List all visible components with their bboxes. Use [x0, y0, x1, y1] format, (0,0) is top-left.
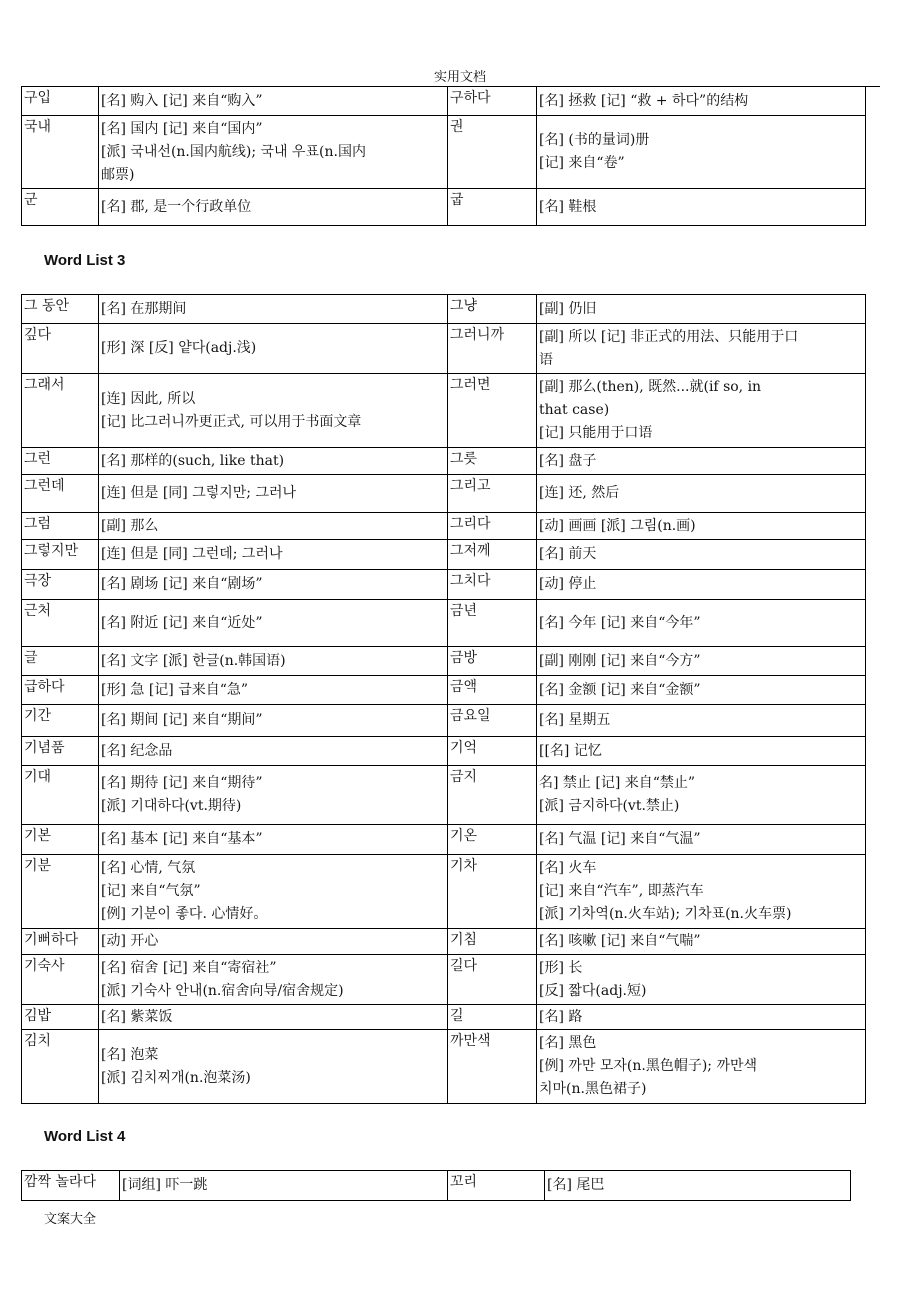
vocab-definition: [537, 737, 866, 766]
definition-line: [形] 深 [反] 얕다(adj.浅): [101, 340, 257, 356]
vocab-word: 구하다: [448, 87, 537, 116]
definition-line: [反] 짧다(adj.短): [539, 982, 647, 999]
vocab-definition: [537, 855, 866, 929]
vocab-word: 그냥: [448, 295, 537, 324]
definition-line: [动] 开心: [101, 933, 159, 949]
definition-line: that case): [539, 402, 610, 418]
definition-line: [动] 停止: [539, 576, 597, 592]
vocab-definition: [99, 513, 448, 540]
definition-line: [名] 心情, 气氛: [101, 860, 196, 876]
table-row: [22, 570, 866, 600]
table-row: [22, 87, 866, 116]
definition-line: [连] 但是 [同] 그런데; 그러나: [101, 546, 283, 562]
definition-line: [连] 但是 [同] 그렇지만; 그러나: [101, 485, 297, 501]
vocab-word: 금지: [448, 766, 537, 825]
table-row: [22, 929, 866, 955]
vocab-word: 그치다: [448, 570, 537, 600]
definition-line: [名] 咳嗽 [记] 来自“气喘”: [539, 933, 701, 949]
vocab-definition: [99, 374, 448, 448]
vocab-definition: [99, 448, 448, 475]
vocab-word: 까만색: [448, 1030, 537, 1104]
definition-line: [派] 기차역(n.火车站); 기차표(n.火车票): [539, 906, 792, 922]
vocab-definition: [537, 374, 866, 448]
vocab-definition: [537, 189, 866, 226]
vocab-definition: [99, 737, 448, 766]
vocab-word: 깊다: [22, 324, 99, 374]
vocab-word: 기침: [448, 929, 537, 955]
definition-line: [名] 剧场 [记] 来自“剧场”: [101, 576, 263, 592]
definition-line: [名] 文字 [派] 한글(n.韩国语): [101, 652, 286, 669]
definition-line: [名] 郡, 是一个行政单位: [101, 198, 252, 215]
vocab-word: 길다: [448, 955, 537, 1005]
definition-line: [形] 长: [539, 959, 583, 976]
vocab-definition: [99, 929, 448, 955]
definition-line: [例] 까만 모자(n.黑色帽子); 까만색: [539, 1058, 758, 1074]
vocab-definition: [99, 540, 448, 570]
section-heading-word-list-4: Word List 4: [44, 1128, 126, 1145]
table-row: [22, 955, 866, 1005]
vocab-definition: [99, 1030, 448, 1104]
table-row: [22, 705, 866, 737]
definition-line: [连] 因此, 所以: [101, 390, 196, 407]
table-row: [22, 1171, 851, 1201]
page-footer: 文案大全: [44, 1212, 97, 1227]
table-row: [22, 737, 866, 766]
definition-line: [名] 金额 [记] 来自“金额”: [539, 681, 701, 698]
definition-line: [副] 所以 [记] 非正式的用法、只能用于口: [539, 328, 799, 345]
vocab-word: 기간: [22, 705, 99, 737]
table-row: [22, 600, 866, 647]
vocab-word: 군: [22, 189, 99, 226]
vocab-word: 그리고: [448, 475, 537, 513]
definition-line: [副] 那么(then), 既然...就(if so, in: [539, 379, 762, 395]
definition-line: [连] 还, 然后: [539, 485, 620, 501]
vocab-definition: [537, 324, 866, 374]
definition-line: [名] 附近 [记] 来自“近处”: [101, 614, 263, 631]
definition-line: [名] 火车: [539, 860, 597, 876]
vocab-definition: [99, 955, 448, 1005]
vocab-definition: [120, 1171, 448, 1201]
definition-line: [名] 今年 [记] 来自“今年”: [539, 614, 701, 631]
vocab-word: 급하다: [22, 676, 99, 705]
definition-line: 邮票): [101, 166, 135, 183]
section-heading-word-list-3: Word List 3: [44, 252, 126, 269]
definition-line: 语: [539, 351, 553, 368]
definition-line: [词组] 吓一跳: [122, 1177, 208, 1193]
vocab-definition: [537, 475, 866, 513]
vocab-definition: [99, 475, 448, 513]
table-row: [22, 540, 866, 570]
vocab-word: 금요일: [448, 705, 537, 737]
definition-line: [名] 拯救 [记] “救 + 하다”的结构: [539, 92, 749, 109]
vocab-definition: [537, 705, 866, 737]
vocab-definition: [99, 324, 448, 374]
vocab-word: 기념품: [22, 737, 99, 766]
definition-line: [名] 紫菜饭: [101, 1008, 173, 1025]
definition-line: [名] 气温 [记] 来自“气温”: [539, 831, 701, 847]
definition-line: [名] 购入 [记] 来自“购入”: [101, 92, 263, 109]
definition-line: [[名] 记忆: [539, 742, 602, 759]
vocab-definition: [537, 513, 866, 540]
vocab-definition: [545, 1171, 851, 1201]
vocab-word: 금방: [448, 647, 537, 676]
table-row: [22, 513, 866, 540]
vocab-table-word-list-4: [21, 1170, 851, 1201]
vocab-word: 그럼: [22, 513, 99, 540]
page-header: 实用文档: [433, 70, 486, 85]
vocab-definition: [537, 116, 866, 189]
definition-line: [名] 路: [539, 1008, 583, 1025]
vocab-definition: [537, 955, 866, 1005]
definition-line: [副] 那么: [101, 517, 159, 534]
vocab-table-word-list-3: [21, 294, 866, 1104]
table-row: [22, 1005, 866, 1030]
definition-line: [名] 黑色: [539, 1035, 597, 1051]
vocab-definition: [99, 116, 448, 189]
vocab-definition: [99, 1005, 448, 1030]
definition-line: [名] 盘子: [539, 452, 597, 469]
definition-line: 치마(n.黑色裙子): [539, 1081, 647, 1097]
vocab-word: 기숙사: [22, 955, 99, 1005]
definition-line: [名] 国内 [记] 来自“国内”: [101, 120, 263, 137]
vocab-definition: [99, 570, 448, 600]
vocab-definition: [99, 87, 448, 116]
definition-line: [记] 只能用于口语: [539, 425, 653, 441]
vocab-definition: [537, 647, 866, 676]
definition-line: [名] 鞋根: [539, 198, 597, 215]
vocab-definition: [99, 600, 448, 647]
vocab-definition: [537, 1030, 866, 1104]
definition-line: [名] 尾巴: [547, 1177, 605, 1193]
definition-line: [形] 急 [记] 급来自“急”: [101, 681, 249, 698]
definition-line: [副] 刚刚 [记] 来自“今方”: [539, 652, 701, 669]
vocab-word: 그리다: [448, 513, 537, 540]
definition-line: [例] 기분이 좋다. 心情好。: [101, 906, 268, 922]
vocab-word: 구입: [22, 87, 99, 116]
vocab-word: 기억: [448, 737, 537, 766]
vocab-definition: [537, 295, 866, 324]
definition-line: [副] 仍旧: [539, 300, 597, 317]
vocab-definition: [99, 855, 448, 929]
table-row: [22, 855, 866, 929]
definition-line: [名] 在那期间: [101, 300, 187, 317]
vocab-word: 김밥: [22, 1005, 99, 1030]
vocab-definition: [99, 825, 448, 855]
definition-line: [名] 期待 [记] 来自“期待”: [101, 775, 263, 791]
definition-line: [动] 画画 [派] 그림(n.画): [539, 517, 696, 534]
definition-line: [记] 来自“卷”: [539, 155, 625, 171]
table-row: [22, 116, 866, 189]
vocab-word: 기차: [448, 855, 537, 929]
definition-line: [派] 국내선(n.国内航线); 국내 우표(n.国内: [101, 143, 366, 160]
table-row: [22, 448, 866, 475]
table-row: [22, 295, 866, 324]
definition-line: [记] 比그러니까更正式, 可以用于书面文章: [101, 413, 362, 430]
vocab-word: 금액: [448, 676, 537, 705]
definition-line: [名] 纪念品: [101, 742, 173, 759]
definition-line: [派] 기대하다(vt.期待): [101, 798, 242, 814]
definition-line: [名] 宿舍 [记] 来自“寄宿社”: [101, 959, 277, 976]
vocab-word: 기뻐하다: [22, 929, 99, 955]
vocab-word: 꼬리: [448, 1171, 545, 1201]
vocab-word: 그 동안: [22, 295, 99, 324]
vocab-definition: [537, 766, 866, 825]
vocab-word: 국내: [22, 116, 99, 189]
vocab-word: 그러면: [448, 374, 537, 448]
vocab-word: 굽: [448, 189, 537, 226]
vocab-word: 극장: [22, 570, 99, 600]
definition-line: [名] 泡菜: [101, 1046, 159, 1063]
definition-line: [名] 星期五: [539, 712, 611, 728]
vocab-word: 그래서: [22, 374, 99, 448]
vocab-definition: [537, 825, 866, 855]
vocab-table-top: [21, 86, 866, 226]
vocab-word: 권: [448, 116, 537, 189]
definition-line: [名] 那样的(such, like that): [101, 452, 285, 469]
vocab-word: 근처: [22, 600, 99, 647]
vocab-word: 그러니까: [448, 324, 537, 374]
table-row: [22, 766, 866, 825]
definition-line: [名] (书的量词)册: [539, 132, 650, 148]
vocab-word: 글: [22, 647, 99, 676]
vocab-word: 김치: [22, 1030, 99, 1104]
definition-line: [派] 금지하다(vt.禁止): [539, 798, 680, 814]
vocab-word: 기온: [448, 825, 537, 855]
table-row: [22, 647, 866, 676]
definition-line: [派] 김치찌개(n.泡菜汤): [101, 1069, 251, 1086]
vocab-definition: [537, 600, 866, 647]
vocab-definition: [99, 295, 448, 324]
table-row: [22, 189, 866, 226]
vocab-word: 그런데: [22, 475, 99, 513]
vocab-definition: [537, 929, 866, 955]
definition-line: [名] 基本 [记] 来自“基本”: [101, 831, 263, 847]
table-row: [22, 374, 866, 448]
vocab-word: 그릇: [448, 448, 537, 475]
definition-line: [派] 기숙사 안내(n.宿舍向导/宿舍规定): [101, 982, 344, 999]
table-row: [22, 475, 866, 513]
vocab-definition: [537, 448, 866, 475]
definition-line: [记] 来自“汽车”, 即蒸汽车: [539, 883, 704, 899]
table-row: [22, 825, 866, 855]
vocab-word: 길: [448, 1005, 537, 1030]
table-row: [22, 324, 866, 374]
vocab-definition: [537, 87, 866, 116]
vocab-definition: [99, 676, 448, 705]
vocab-definition: [99, 705, 448, 737]
vocab-definition: [537, 540, 866, 570]
vocab-definition: [537, 1005, 866, 1030]
vocab-word: 그런: [22, 448, 99, 475]
table-row: [22, 676, 866, 705]
vocab-definition: [99, 189, 448, 226]
vocab-word: 깜짝 놀라다: [22, 1171, 120, 1201]
vocab-word: 기대: [22, 766, 99, 825]
vocab-word: 금년: [448, 600, 537, 647]
vocab-definition: [537, 570, 866, 600]
table-row: [22, 1030, 866, 1104]
vocab-word: 기분: [22, 855, 99, 929]
vocab-word: 그렇지만: [22, 540, 99, 570]
vocab-word: 기본: [22, 825, 99, 855]
definition-line: [名] 前天: [539, 546, 597, 562]
vocab-word: 그저께: [448, 540, 537, 570]
definition-line: 名] 禁止 [记] 来自“禁止”: [539, 775, 696, 791]
vocab-definition: [99, 766, 448, 825]
vocab-definition: [537, 676, 866, 705]
definition-line: [名] 期间 [记] 来自“期间”: [101, 712, 263, 728]
definition-line: [记] 来自“气氛”: [101, 883, 201, 899]
vocab-definition: [99, 647, 448, 676]
